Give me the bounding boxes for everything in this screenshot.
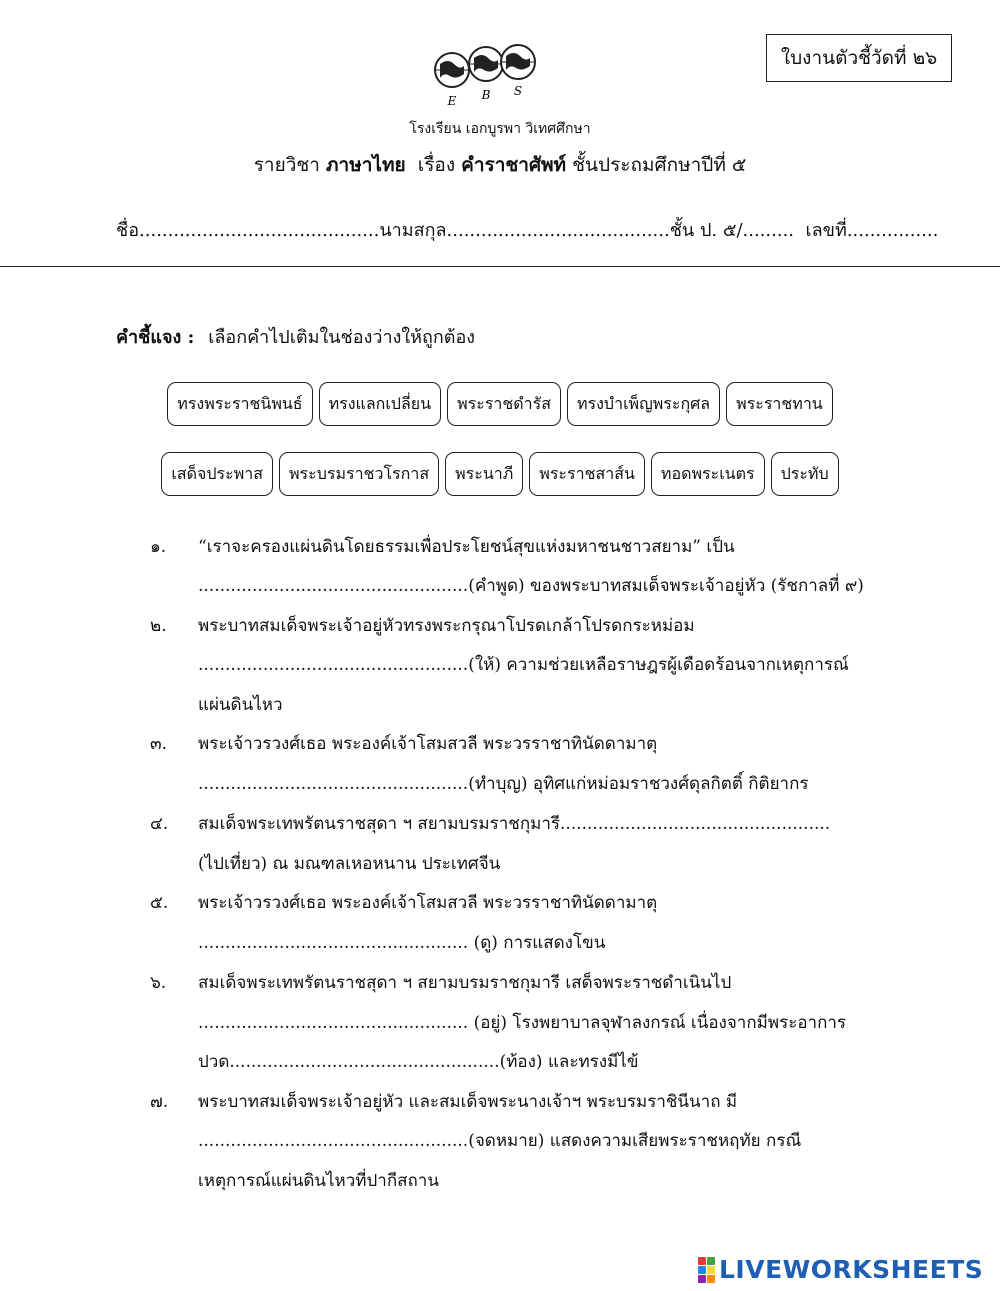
- worksheet-number-badge: ใบงานตัวชี้วัดที่ ๒๖: [766, 34, 952, 82]
- answer-line[interactable]: ..................................................(จดหมาย) แสดงความเสียพระราชหฤทัย กรณี: [198, 1131, 802, 1151]
- question-line: พระบาทสมเด็จพระเจ้าอยู่หัวทรงพระกรุณาโปรดเกล้าโปรดกระหม่อม: [198, 616, 695, 636]
- word-option[interactable]: พระราชสาส์น: [529, 452, 645, 496]
- question-1: [150, 528, 735, 566]
- subject-line: [0, 150, 1000, 180]
- subject-prefix: รายวิชา: [253, 154, 320, 176]
- answer-line[interactable]: .................................................. (ดู) การแสดงโขน: [198, 933, 606, 953]
- word-option[interactable]: ทอดพระเนตร: [651, 452, 765, 496]
- brand-cubes-icon: [698, 1257, 715, 1283]
- answer-line[interactable]: ..................................................(ทำบุญ) อุทิศแก่หม่อมราชวงศ์ดุลกิตติ์ กิติยากร: [198, 774, 809, 794]
- question-number: ๒.: [150, 616, 167, 636]
- number-label: เลขที่: [805, 220, 847, 241]
- name-label: ชื่อ: [116, 220, 140, 241]
- word-option[interactable]: ทรงแลกเปลี่ยน: [319, 382, 442, 426]
- word-option[interactable]: ทรงบำเพ็ญพระกุศล: [567, 382, 720, 426]
- brand-name: LIVEWORKSHEETS: [719, 1255, 984, 1284]
- word-bank-row-1: [0, 382, 1000, 426]
- student-info-line: [116, 215, 938, 244]
- question-number: ๑.: [150, 537, 167, 557]
- logo-letter-e: E: [447, 94, 457, 108]
- header-divider: [0, 266, 1000, 267]
- word-option[interactable]: พระราชทาน: [726, 382, 833, 426]
- word-option[interactable]: พระราชดำรัส: [447, 382, 561, 426]
- question-7: [150, 1083, 737, 1121]
- word-option[interactable]: เสด็จประพาส: [161, 452, 273, 496]
- school-name: โรงเรียน เอกบูรพา วิเทศศึกษา: [409, 121, 591, 137]
- instruction-text: เลือกคำไปเติมในช่องว่างให้ถูกต้อง: [208, 327, 476, 348]
- question-line: เหตุการณ์แผ่นดินไหวที่ปากีสถาน: [198, 1171, 439, 1191]
- answer-line[interactable]: สมเด็จพระเทพรัตนราชสุดา ฯ สยามบรมราชกุมารี..................................................: [198, 814, 831, 834]
- answer-line[interactable]: ..................................................(ให้) ความช่วยเหลือราษฎรผู้เดือดร้อนจากเหตุการณ์: [198, 655, 849, 675]
- question-line: แผ่นดินไหว: [198, 695, 283, 715]
- instruction-label: คำชี้แจง :: [116, 327, 195, 348]
- question-number: ๔.: [150, 814, 169, 834]
- question-3: [150, 725, 657, 763]
- topic-name: คำราชาศัพท์: [461, 154, 567, 176]
- school-logo: [430, 40, 542, 110]
- question-4: [150, 805, 830, 843]
- class-label: ชั้น ป. ๕/: [669, 220, 743, 241]
- grade-level: ชั้นประถมศึกษาปีที่ ๕: [572, 154, 747, 176]
- question-2: [150, 607, 695, 645]
- topic-prefix: เรื่อง: [417, 154, 456, 176]
- name-field[interactable]: ..........................................: [139, 220, 380, 241]
- question-5: [150, 884, 657, 922]
- word-bank-row-2: [0, 452, 1000, 496]
- instruction: [116, 322, 475, 351]
- logo-letter-s: S: [513, 84, 523, 98]
- surname-field[interactable]: .......................................: [446, 220, 670, 241]
- word-option[interactable]: พระนาภี: [445, 452, 523, 496]
- question-line: พระบาทสมเด็จพระเจ้าอยู่หัว และสมเด็จพระนางเจ้าฯ พระบรมราชินีนาถ มี: [198, 1092, 738, 1112]
- question-number: ๗.: [150, 1092, 169, 1112]
- word-option[interactable]: ประทับ: [771, 452, 839, 496]
- question-number: ๓.: [150, 734, 168, 754]
- surname-label: นามสกุล: [379, 220, 447, 241]
- word-option[interactable]: พระบรมราชวโรกาส: [279, 452, 439, 496]
- question-line: (ไปเที่ยว) ณ มณฑลเหอหนาน ประเทศจีน: [198, 854, 501, 874]
- class-field[interactable]: .........: [742, 220, 795, 241]
- answer-line[interactable]: ..................................................(คำพูด) ของพระบาทสมเด็จพระเจ้าอยู่หัว (รัชกาลที่ ๙): [198, 576, 864, 596]
- answer-line[interactable]: .................................................. (อยู่) โรงพยาบาลจุฬาลงกรณ์ เนื่องจากมีพระอาการ: [198, 1013, 847, 1033]
- answer-line[interactable]: ปวด..................................................(ท้อง) และทรงมีไข้: [198, 1052, 639, 1072]
- subject-name: ภาษาไทย: [326, 154, 406, 176]
- question-6: [150, 964, 731, 1002]
- question-line: พระเจ้าวรวงศ์เธอ พระองค์เจ้าโสมสวลี พระวรราชาทินัดดามาตุ: [198, 893, 658, 913]
- word-option[interactable]: ทรงพระราชนิพนธ์: [167, 382, 312, 426]
- liveworksheets-brand: [698, 1255, 983, 1284]
- question-number: ๖.: [150, 973, 167, 993]
- logo-letter-b: B: [481, 88, 491, 102]
- question-line: สมเด็จพระเทพรัตนราชสุดา ฯ สยามบรมราชกุมารี เสด็จพระราชดำเนินไป: [198, 973, 732, 993]
- question-line: พระเจ้าวรวงศ์เธอ พระองค์เจ้าโสมสวลี พระวรราชาทินัดดามาตุ: [198, 734, 658, 754]
- question-number: ๕.: [150, 893, 169, 913]
- question-line: “เราจะครองแผ่นดินโดยธรรมเพื่อประโยชน์สุขแห่งมหาชนชาวสยาม” เป็น: [198, 537, 735, 557]
- number-field[interactable]: ................: [846, 220, 939, 241]
